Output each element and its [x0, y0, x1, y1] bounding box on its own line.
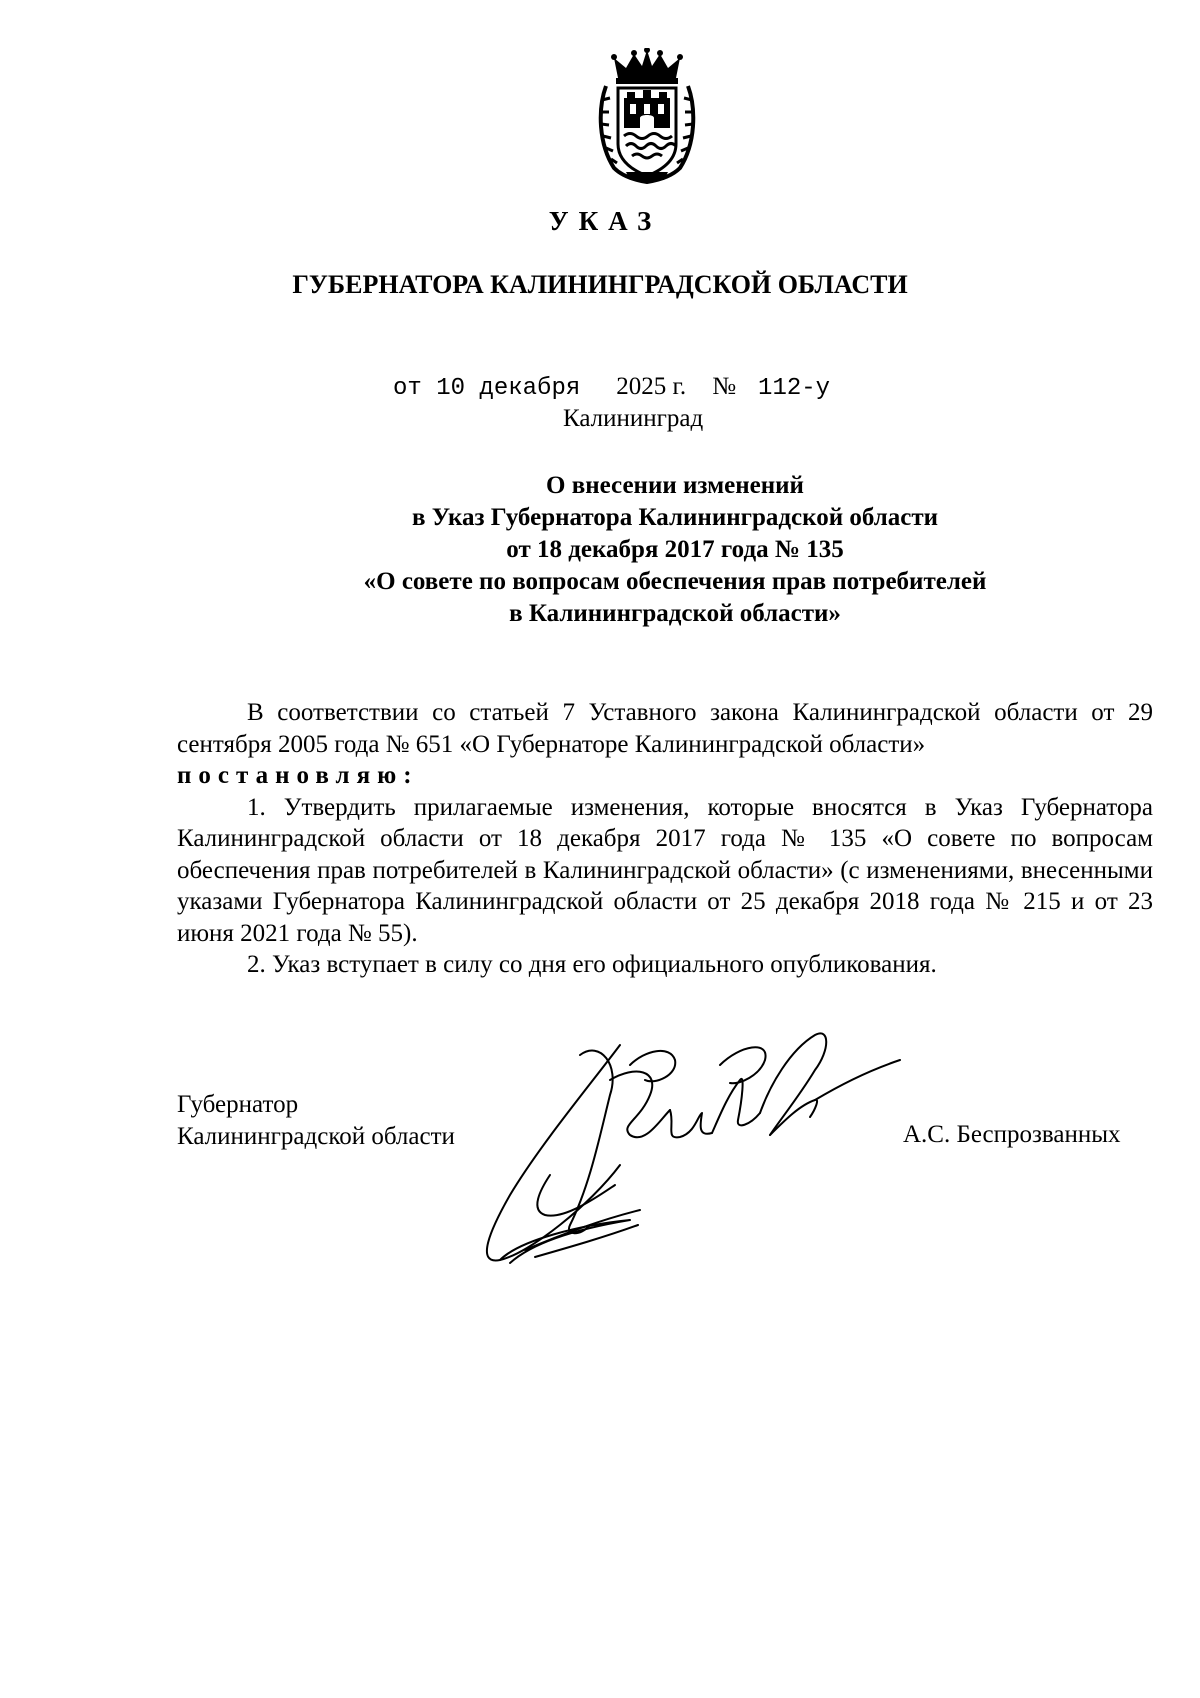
city-name: Калининград	[563, 405, 704, 432]
preamble-paragraph: В соответствии со статьей 7 Уставного закона Калининградской области от 29 сентября 2005 года № 651 «О Губернаторе Калининградской области»	[177, 699, 1153, 758]
date-day-month: 10 декабря	[436, 375, 581, 402]
coat-of-arms-emblem	[596, 48, 698, 184]
position-line: Губернатор	[177, 1091, 299, 1118]
item-1-paragraph: 1. Утвердить прилагаемые изменения, которые вносятся в Указ Губернатора Калининградской области от 18 декабря 2017 года № 135 «О совете по вопросам обеспечения прав потребителей в Калининградской области» (с изменениями, внесенными указами Губернатора Калининградской области от 25 декабря 2018 года № 215 и от 23 июня 2021 года № 55).	[177, 793, 1153, 947]
date-number-line	[393, 373, 830, 402]
signatory-position	[177, 1089, 455, 1153]
decree-word: постановляю:	[177, 762, 419, 789]
decree-body	[177, 697, 1153, 981]
handwritten-signature	[470, 1025, 910, 1275]
heading-line: О внесении изменений	[546, 472, 804, 499]
signatory-name: А.С. Беспрозванных	[903, 1121, 1121, 1148]
decree-number: 112-у	[758, 375, 831, 402]
heading-line: в Указ Губернатора Калининградской области	[411, 504, 939, 531]
heading-line: «О совете по вопросам обеспечения прав потребителей	[363, 568, 987, 595]
date-year: 2025 г.	[616, 373, 687, 400]
issuer-title: ГУБЕРНАТОРА КАЛИНИНГРАДСКОЙ ОБЛАСТИ	[292, 270, 908, 299]
item-2-paragraph: 2. Указ вступает в силу со дня его официального опубликования.	[247, 951, 937, 978]
document-type-title: УКАЗ	[548, 206, 662, 236]
position-line: Калининградской области	[177, 1123, 455, 1150]
decree-heading	[0, 470, 1200, 630]
heading-line: от 18 декабря 2017 года № 135	[506, 536, 844, 563]
number-sign: №	[712, 373, 737, 400]
date-prefix: от	[393, 375, 422, 402]
heading-line: в Калининградской области»	[509, 600, 841, 627]
